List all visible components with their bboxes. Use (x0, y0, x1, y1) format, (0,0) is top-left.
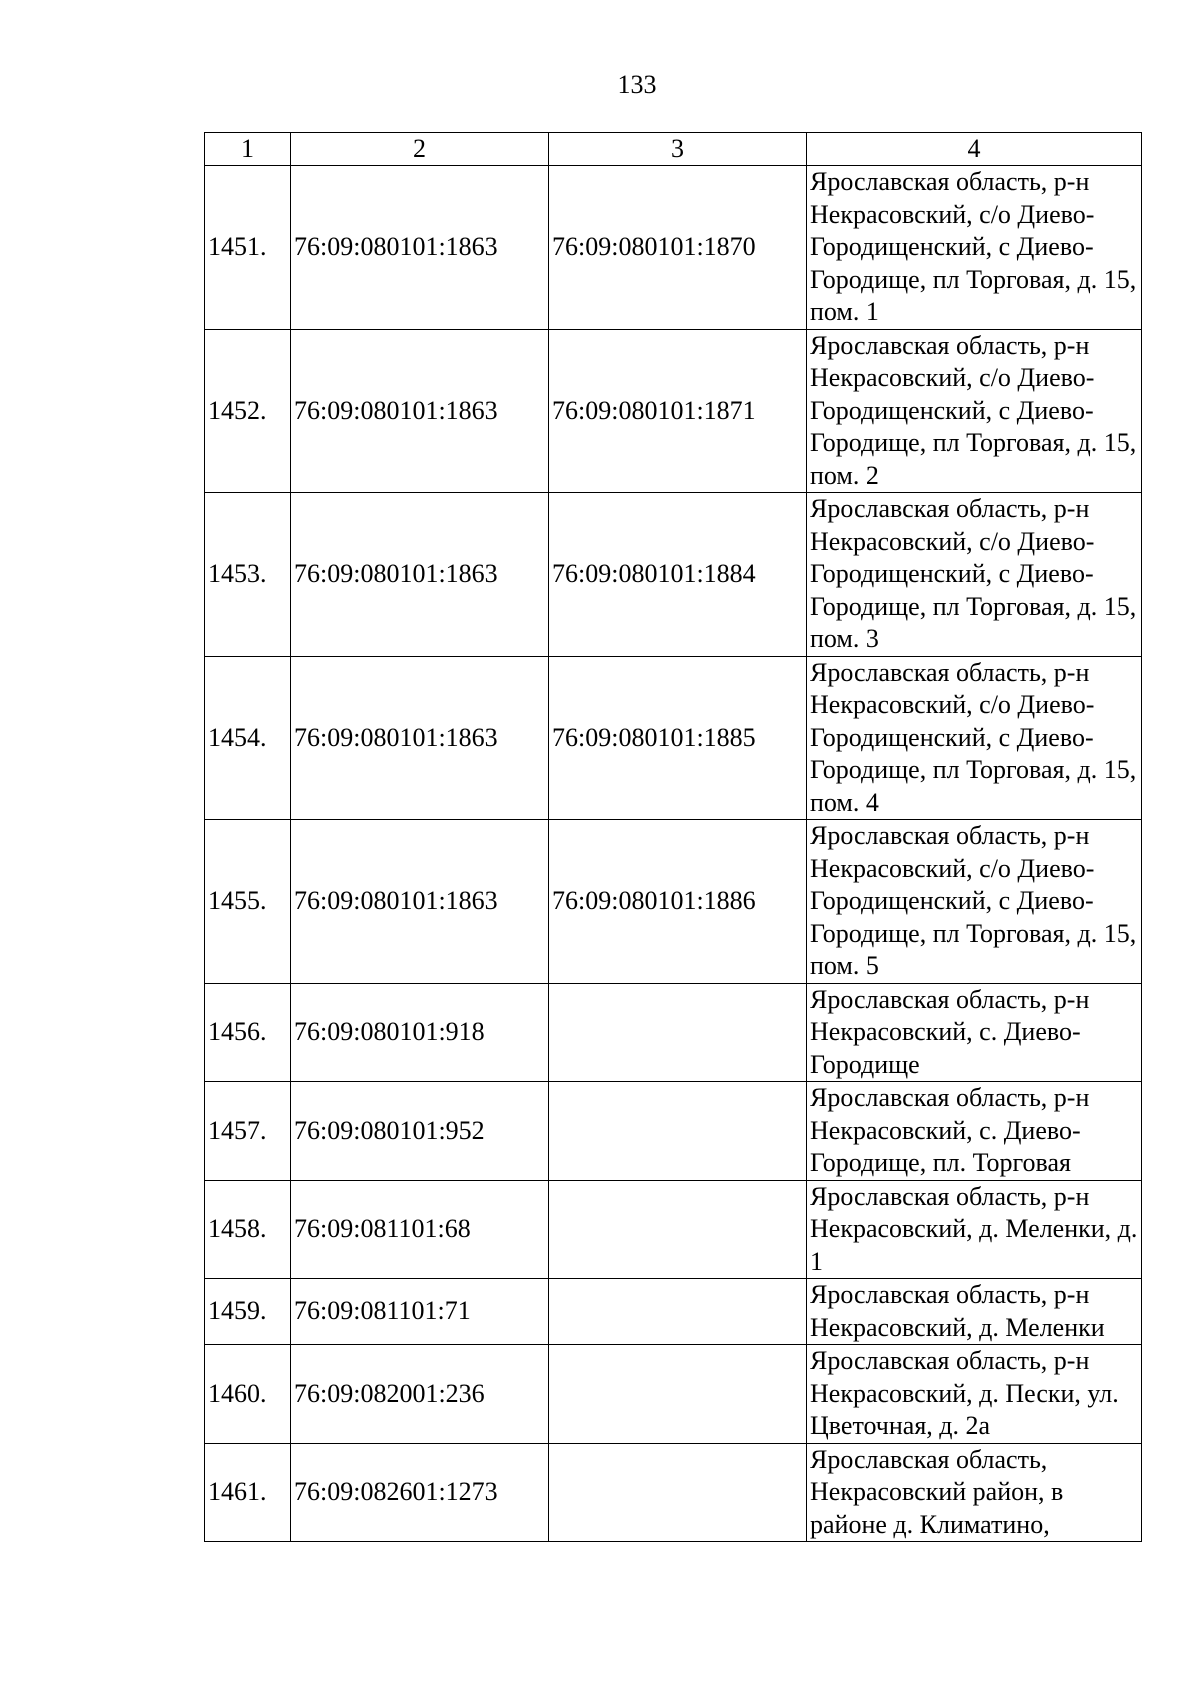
cadastral-table (204, 132, 1142, 1542)
cadastral-number: 76:09:080101:952 (291, 1082, 549, 1181)
table-row (205, 329, 1142, 493)
cadastral-number: 76:09:082601:1273 (291, 1443, 549, 1542)
object-number: 76:09:080101:1885 (549, 656, 807, 820)
cadastral-number: 76:09:082001:236 (291, 1345, 549, 1444)
page-number: 133 (617, 70, 657, 99)
table-row (205, 1279, 1142, 1345)
header-row (205, 133, 1142, 166)
cadastral-number: 76:09:080101:1863 (291, 820, 549, 984)
row-number: 1458. (205, 1180, 291, 1279)
cadastral-number: 76:09:080101:1863 (291, 656, 549, 820)
cadastral-number: 76:09:080101:1863 (291, 329, 549, 493)
address: Ярославская область, р-н Некрасовский, с. Диево-Городище, пл. Торговая (807, 1082, 1142, 1181)
cadastral-number: 76:09:080101:1863 (291, 493, 549, 657)
row-number: 1452. (205, 329, 291, 493)
row-number: 1454. (205, 656, 291, 820)
table-header (205, 133, 1142, 166)
object-number (549, 1279, 807, 1345)
table-row (205, 166, 1142, 330)
object-number: 76:09:080101:1884 (549, 493, 807, 657)
object-number (549, 1443, 807, 1542)
row-number: 1456. (205, 983, 291, 1082)
object-number (549, 1180, 807, 1279)
address: Ярославская область, р-н Некрасовский, с/о Диево-Городищенский, с Диево-Городище, пл Торговая, д. 15, пом. 3 (807, 493, 1142, 657)
cadastral-number: 76:09:080101:1863 (291, 166, 549, 330)
row-number: 1460. (205, 1345, 291, 1444)
table-row (205, 1082, 1142, 1181)
address: Ярославская область, р-н Некрасовский, с/о Диево-Городищенский, с Диево-Городище, пл Торговая, д. 15, пом. 1 (807, 166, 1142, 330)
header-col-2: 2 (291, 133, 549, 166)
cadastral-number: 76:09:081101:68 (291, 1180, 549, 1279)
row-number: 1451. (205, 166, 291, 330)
row-number: 1459. (205, 1279, 291, 1345)
address: Ярославская область, р-н Некрасовский, д. Пески, ул. Цветочная, д. 2а (807, 1345, 1142, 1444)
table-row (205, 1345, 1142, 1444)
cadastral-number: 76:09:080101:918 (291, 983, 549, 1082)
table-row (205, 820, 1142, 984)
address: Ярославская область, р-н Некрасовский, с. Диево-Городище (807, 983, 1142, 1082)
address: Ярославская область, р-н Некрасовский, д. Меленки (807, 1279, 1142, 1345)
object-number: 76:09:080101:1886 (549, 820, 807, 984)
cadastral-number: 76:09:081101:71 (291, 1279, 549, 1345)
object-number (549, 1082, 807, 1181)
table-row (205, 1180, 1142, 1279)
table-row (205, 493, 1142, 657)
header-col-3: 3 (549, 133, 807, 166)
table-row (205, 983, 1142, 1082)
address: Ярославская область, р-н Некрасовский, с/о Диево-Городищенский, с Диево-Городище, пл Торговая, д. 15, пом. 2 (807, 329, 1142, 493)
row-number: 1455. (205, 820, 291, 984)
header-col-4: 4 (807, 133, 1142, 166)
table-row (205, 1443, 1142, 1542)
object-number (549, 983, 807, 1082)
row-number: 1461. (205, 1443, 291, 1542)
table-row (205, 656, 1142, 820)
address: Ярославская область, р-н Некрасовский, д. Меленки, д. 1 (807, 1180, 1142, 1279)
table-body (205, 166, 1142, 1542)
header-col-1: 1 (205, 133, 291, 166)
object-number (549, 1345, 807, 1444)
object-number: 76:09:080101:1870 (549, 166, 807, 330)
row-number: 1453. (205, 493, 291, 657)
address: Ярославская область, р-н Некрасовский, с/о Диево-Городищенский, с Диево-Городище, пл Торговая, д. 15, пом. 4 (807, 656, 1142, 820)
row-number: 1457. (205, 1082, 291, 1181)
address: Ярославская область, Некрасовский район, в районе д. Климатино, (807, 1443, 1142, 1542)
object-number: 76:09:080101:1871 (549, 329, 807, 493)
address: Ярославская область, р-н Некрасовский, с/о Диево-Городищенский, с Диево-Городище, пл Торговая, д. 15, пом. 5 (807, 820, 1142, 984)
